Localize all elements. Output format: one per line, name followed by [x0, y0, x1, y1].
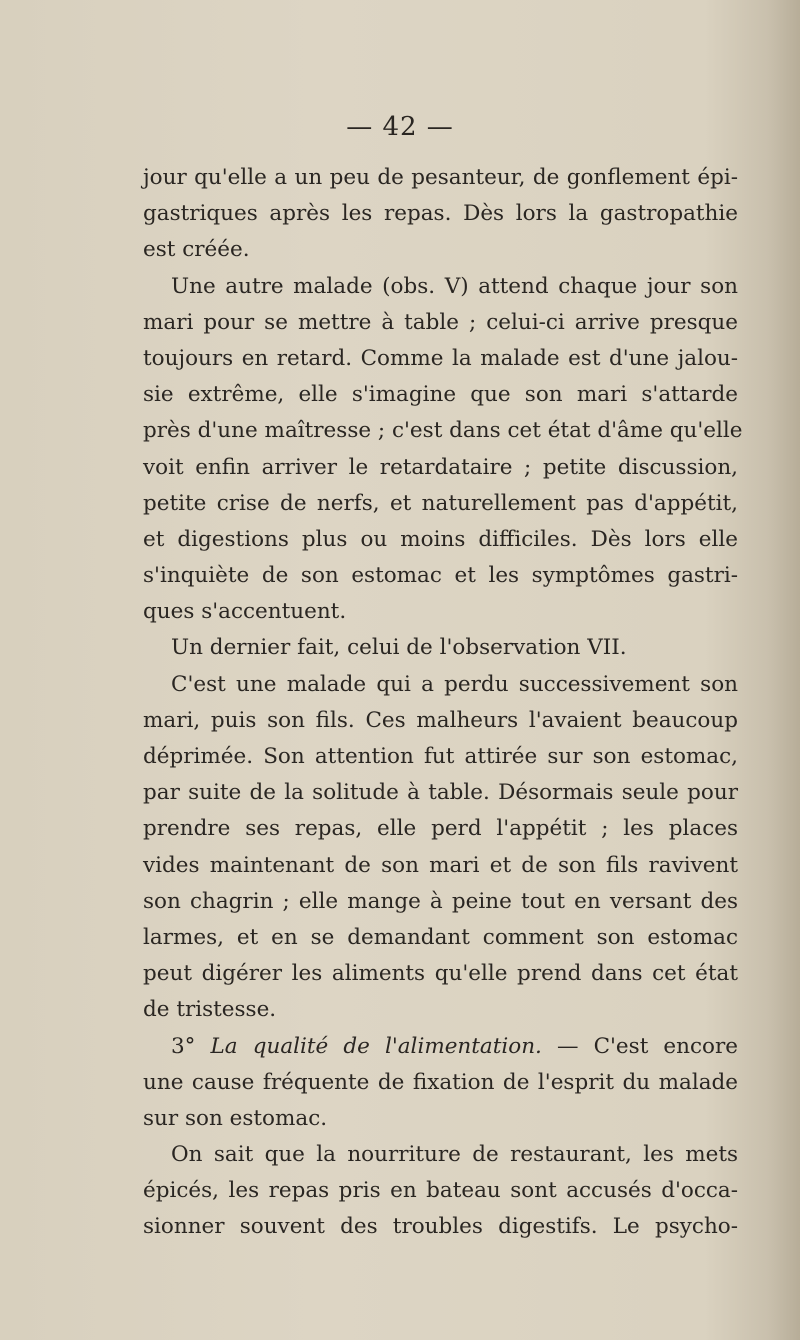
text-line: et digestions plus ou moins difficiles. Dès lors elle	[143, 526, 738, 552]
text-line: prendre ses repas, elle perd l'appétit ; les places	[143, 816, 738, 842]
text-line: larmes, et en se demandant comment son estomac	[143, 924, 738, 950]
text-line: gastriques après les repas. Dès lors la gastropathie	[143, 201, 738, 227]
text-line: peut digérer les aliments qu'elle prend dans cet état	[143, 961, 738, 987]
section-text: — C'est encore	[541, 1033, 738, 1059]
text-line: de tristesse.	[143, 997, 277, 1023]
text-line: sionner souvent des troubles digestifs. Le psycho-	[143, 1214, 738, 1240]
text-line: mari, puis son fils. Ces malheurs l'avaient beaucoup	[143, 707, 738, 733]
section-number: 3°	[171, 1033, 211, 1059]
text-line: déprimée. Son attention fut attirée sur son estomac,	[143, 744, 738, 769]
text-line: épicés, les repas pris en bateau sont accusés d'occa-	[143, 1178, 738, 1204]
text-line: par suite de la solitude à table. Désormais seule pour	[143, 780, 738, 806]
text-line	[143, 1029, 738, 1065]
text-line: une cause fréquente de fixation de l'esprit du malade	[143, 1069, 738, 1095]
section-title: La qualité de l'alimentation.	[210, 1033, 542, 1059]
text-line: près d'une maîtresse ; c'est dans cet état d'âme qu'elle	[143, 418, 743, 444]
body-text	[143, 160, 743, 1246]
text-line: sie extrême, elle s'imagine que son mari s'attarde	[143, 382, 738, 408]
text-line: petite crise de nerfs, et naturellement pas d'appétit,	[143, 490, 738, 516]
text-line: s'inquiète de son estomac et les symptômes gastri-	[143, 563, 738, 589]
text-line: voit enfin arriver le retardataire ; petite discussion,	[143, 454, 738, 480]
text-line: Un dernier fait, celui de l'observation VII.	[171, 635, 627, 661]
text-line: toujours en retard. Comme la malade est d'une jalou-	[143, 345, 738, 371]
text-line: son chagrin ; elle mange à peine tout en versant des	[143, 888, 738, 914]
text-line: Une autre malade (obs. V) attend chaque jour son	[171, 273, 738, 299]
page-number: — 42 —	[346, 112, 454, 142]
text-line: mari pour se mettre à table ; celui-ci arrive presque	[143, 309, 738, 335]
text-line: On sait que la nourriture de restaurant, les mets	[171, 1142, 738, 1168]
text-line: ques s'accentuent.	[143, 599, 347, 625]
text-line: jour qu'elle a un peu de pesanteur, de gonflement épi-	[143, 165, 738, 190]
text-line: est créée.	[143, 237, 250, 263]
text-line: vides maintenant de son mari et de son fils ravivent	[143, 852, 738, 878]
text-line: sur son estomac.	[143, 1105, 328, 1131]
text-line: C'est une malade qui a perdu successivement son	[171, 671, 738, 697]
